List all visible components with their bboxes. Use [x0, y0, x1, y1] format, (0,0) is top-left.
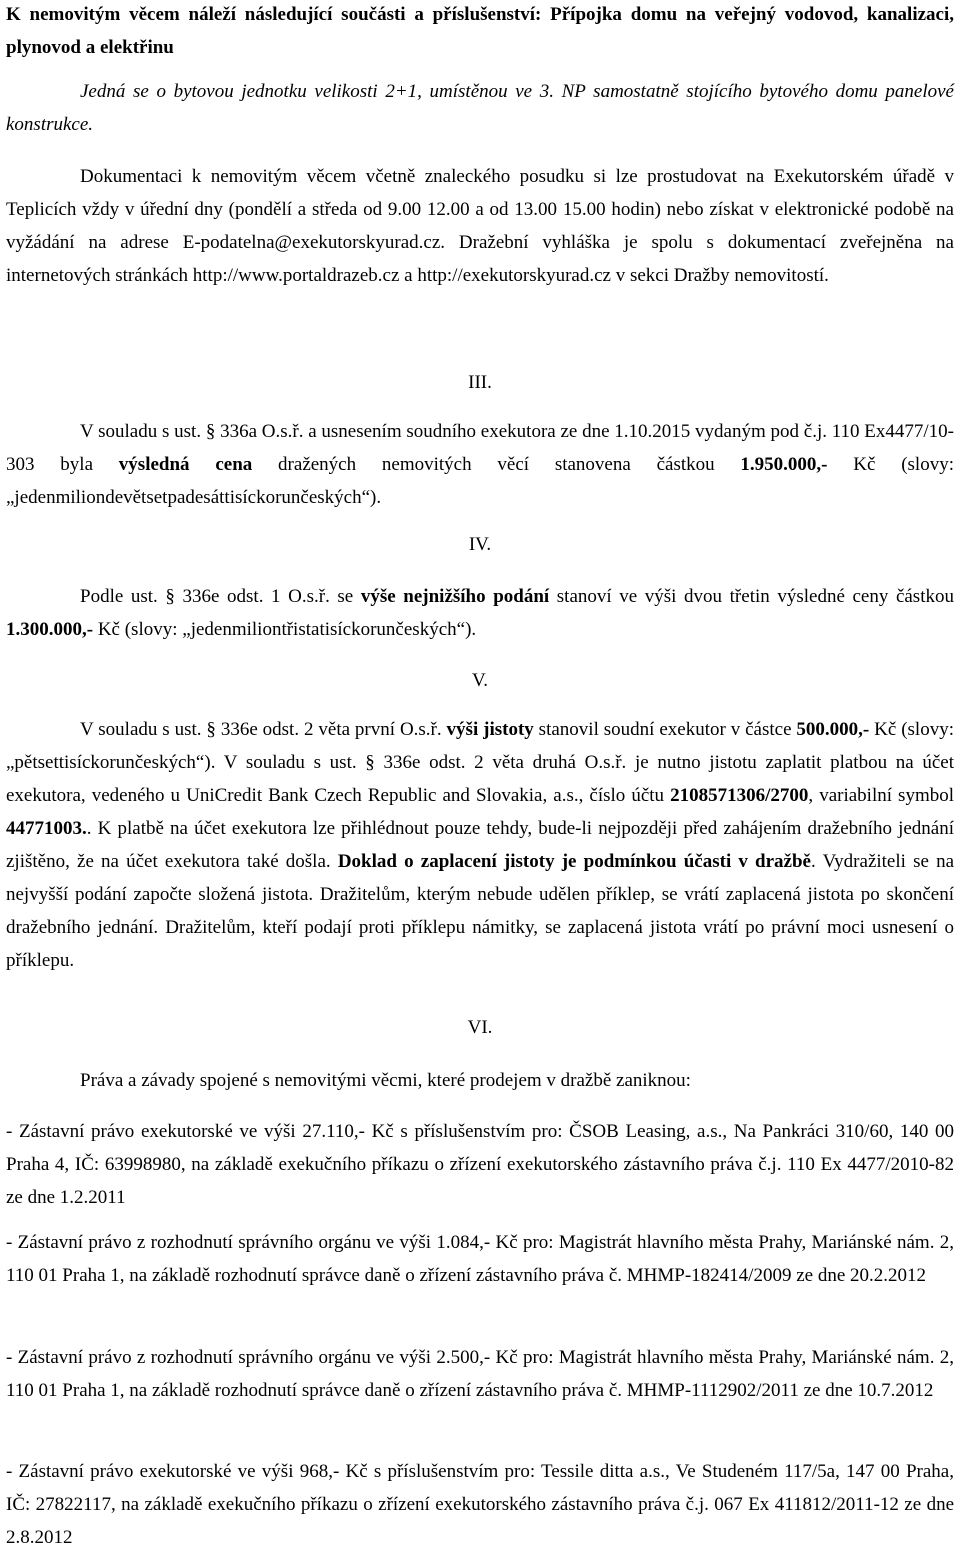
s3-bold-2: 1.950.000,- [740, 454, 828, 475]
s5-text-5: . K platbě na účet exekutora lze přihlédnout pouze tehdy, bude-li nejpozději před zahájením dražebního jednání zjištěno, že na účet exekutora také došla. [6, 818, 954, 872]
encumbrance-item-1: - Zástavní právo exekutorské ve výši 27.110,- Kč s příslušenstvím pro: ČSOB Leasing, a.s., Na Pankráci 310/60, 140 00 Praha 4, IČ: 63998980, na základě exekučního příkazu o zřízení exekutorského zástavního práva č.j. 110 Ex 4477/2010-82 ze dne 1.2.2011 [6, 1121, 954, 1208]
encumbrance-item-3: - Zástavní právo z rozhodnutí správního orgánu ve výši 2.500,- Kč pro: Magistrát hlavního města Prahy, Mariánské nám. 2, 110 01 Praha 1, na základě rozhodnutí správce daně o zřízení zástavního práva č. MHMP-1112902/2011 ze dne 10.7.2012 [6, 1347, 954, 1401]
s5-text-1: V souladu s ust. § 336e odst. 2 věta první O.s.ř. [80, 719, 447, 740]
s5-text-2: stanovil soudní exekutor v částce [533, 719, 797, 740]
accessories-heading: K nemovitým věcem náleží následující součásti a příslušenství: Přípojka domu na veřejný vodovod, kanalizaci, plynovod a elektřinu [6, 4, 954, 58]
section-numeral-3: III. [468, 372, 492, 393]
s5-text-6: . Vydražiteli se na nejvyšší podání započte složená jistota. Dražitelům, kterým nebude udělen příklep, se vrátí zaplacená jistota po skončení dražebního jednání. Dražitelům, kteří podají proti příklepu námitky, se zaplacená jistota vrátí po právní moci usnesení o příklepu. [6, 851, 954, 971]
s3-bold-1: výsledná cena [118, 454, 253, 475]
section-numeral-6: VI. [467, 1017, 493, 1038]
encumbrance-item-4: - Zástavní právo exekutorské ve výši 968,- Kč s příslušenstvím pro: Tessile ditta a.s., Ve Studeném 117/5a, 147 00 Praha, IČ: 27822117, na základě exekučního příkazu o zřízení exekutorského zástavního práva č.j. 067 Ex 411812/2011-12 ze dne 2.8.2012 [6, 1461, 954, 1548]
encumbrance-item-2: - Zástavní právo z rozhodnutí správního orgánu ve výši 1.084,- Kč pro: Magistrát hlavního města Prahy, Mariánské nám. 2, 110 01 Praha 1, na základě rozhodnutí správce daně o zřízení zástavního práva č. MHMP-182414/2009 ze dne 20.2.2012 [6, 1232, 954, 1286]
s4-text-2: stanoví ve výši dvou třetin výsledné ceny částkou [549, 586, 954, 607]
documentation-paragraph: Dokumentaci k nemovitým věcem včetně znaleckého posudku si lze prostudovat na Exekutorském úřadě v Teplicích vždy v úřední dny (pondělí a středa od 9.00 12.00 a od 13.00 15.00 hodin) nebo získat v elektronické podobě na vyžádání na adrese E-podatelna@exekutorskyurad.cz. Dražební vyhláška je spolu s dokumentací zveřejněna na internetových stránkách http://www.portaldrazeb.cz a http://exekutorskyurad.cz v sekci Dražby nemovitostí. [6, 166, 954, 286]
s5-bold-1: výši jistoty [446, 719, 534, 740]
s4-text-1: Podle ust. § 336e odst. 1 O.s.ř. se [80, 586, 361, 607]
section-numeral-5: V. [471, 670, 489, 691]
s4-bold-1: výše nejnižšího podání [360, 586, 550, 607]
section-4-paragraph [6, 580, 954, 646]
s3-text-2: dražených nemovitých věcí stanovena částkou [252, 454, 741, 475]
s5-bold-5: Doklad o zaplacení jistoty je podmínkou účasti v dražbě [337, 851, 811, 872]
section-5-paragraph [6, 713, 954, 977]
s3-text-1: V souladu s ust. § 336a O.s.ř. a usnesením soudního exekutora ze dne 1.10.2015 vydaným pod č.j. 110 Ex4477/10-303 byla [6, 421, 954, 475]
section-6-heading: Práva a závady spojené s nemovitými věcmi, které prodejem v dražbě zaniknou: [80, 1070, 691, 1091]
s5-bold-3: 2108571306/2700 [670, 785, 809, 806]
s5-text-3: Kč (slovy: „pětsettisíckorunčeských“). V souladu s ust. § 336e odst. 2 věta druhá O.s.ř. je nutno jistotu zaplatit platbou na účet exekutora, vedeného u UniCredit Bank Czech Republic and Slovakia, a.s., číslo účtu [6, 719, 954, 806]
unit-description: Jedná se o bytovou jednotku velikosti 2+1, umístěnou ve 3. NP samostatně stojícího bytového domu panelové konstrukce. [6, 81, 954, 135]
s5-bold-4: 44771003. [6, 818, 87, 839]
section-numeral-4: IV. [468, 534, 492, 555]
s5-bold-2: 500.000,- [796, 719, 870, 740]
s4-bold-2: 1.300.000,- [6, 619, 94, 640]
s3-text-3: Kč (slovy: „jedenmiliondevětsetpadesáttisíckorunčeských“). [6, 454, 954, 508]
s4-text-3: Kč (slovy: „jedenmiliontřistatisíckorunčeských“). [93, 619, 477, 640]
section-3-paragraph [6, 415, 954, 514]
s5-text-4: , variabilní symbol [808, 785, 955, 806]
